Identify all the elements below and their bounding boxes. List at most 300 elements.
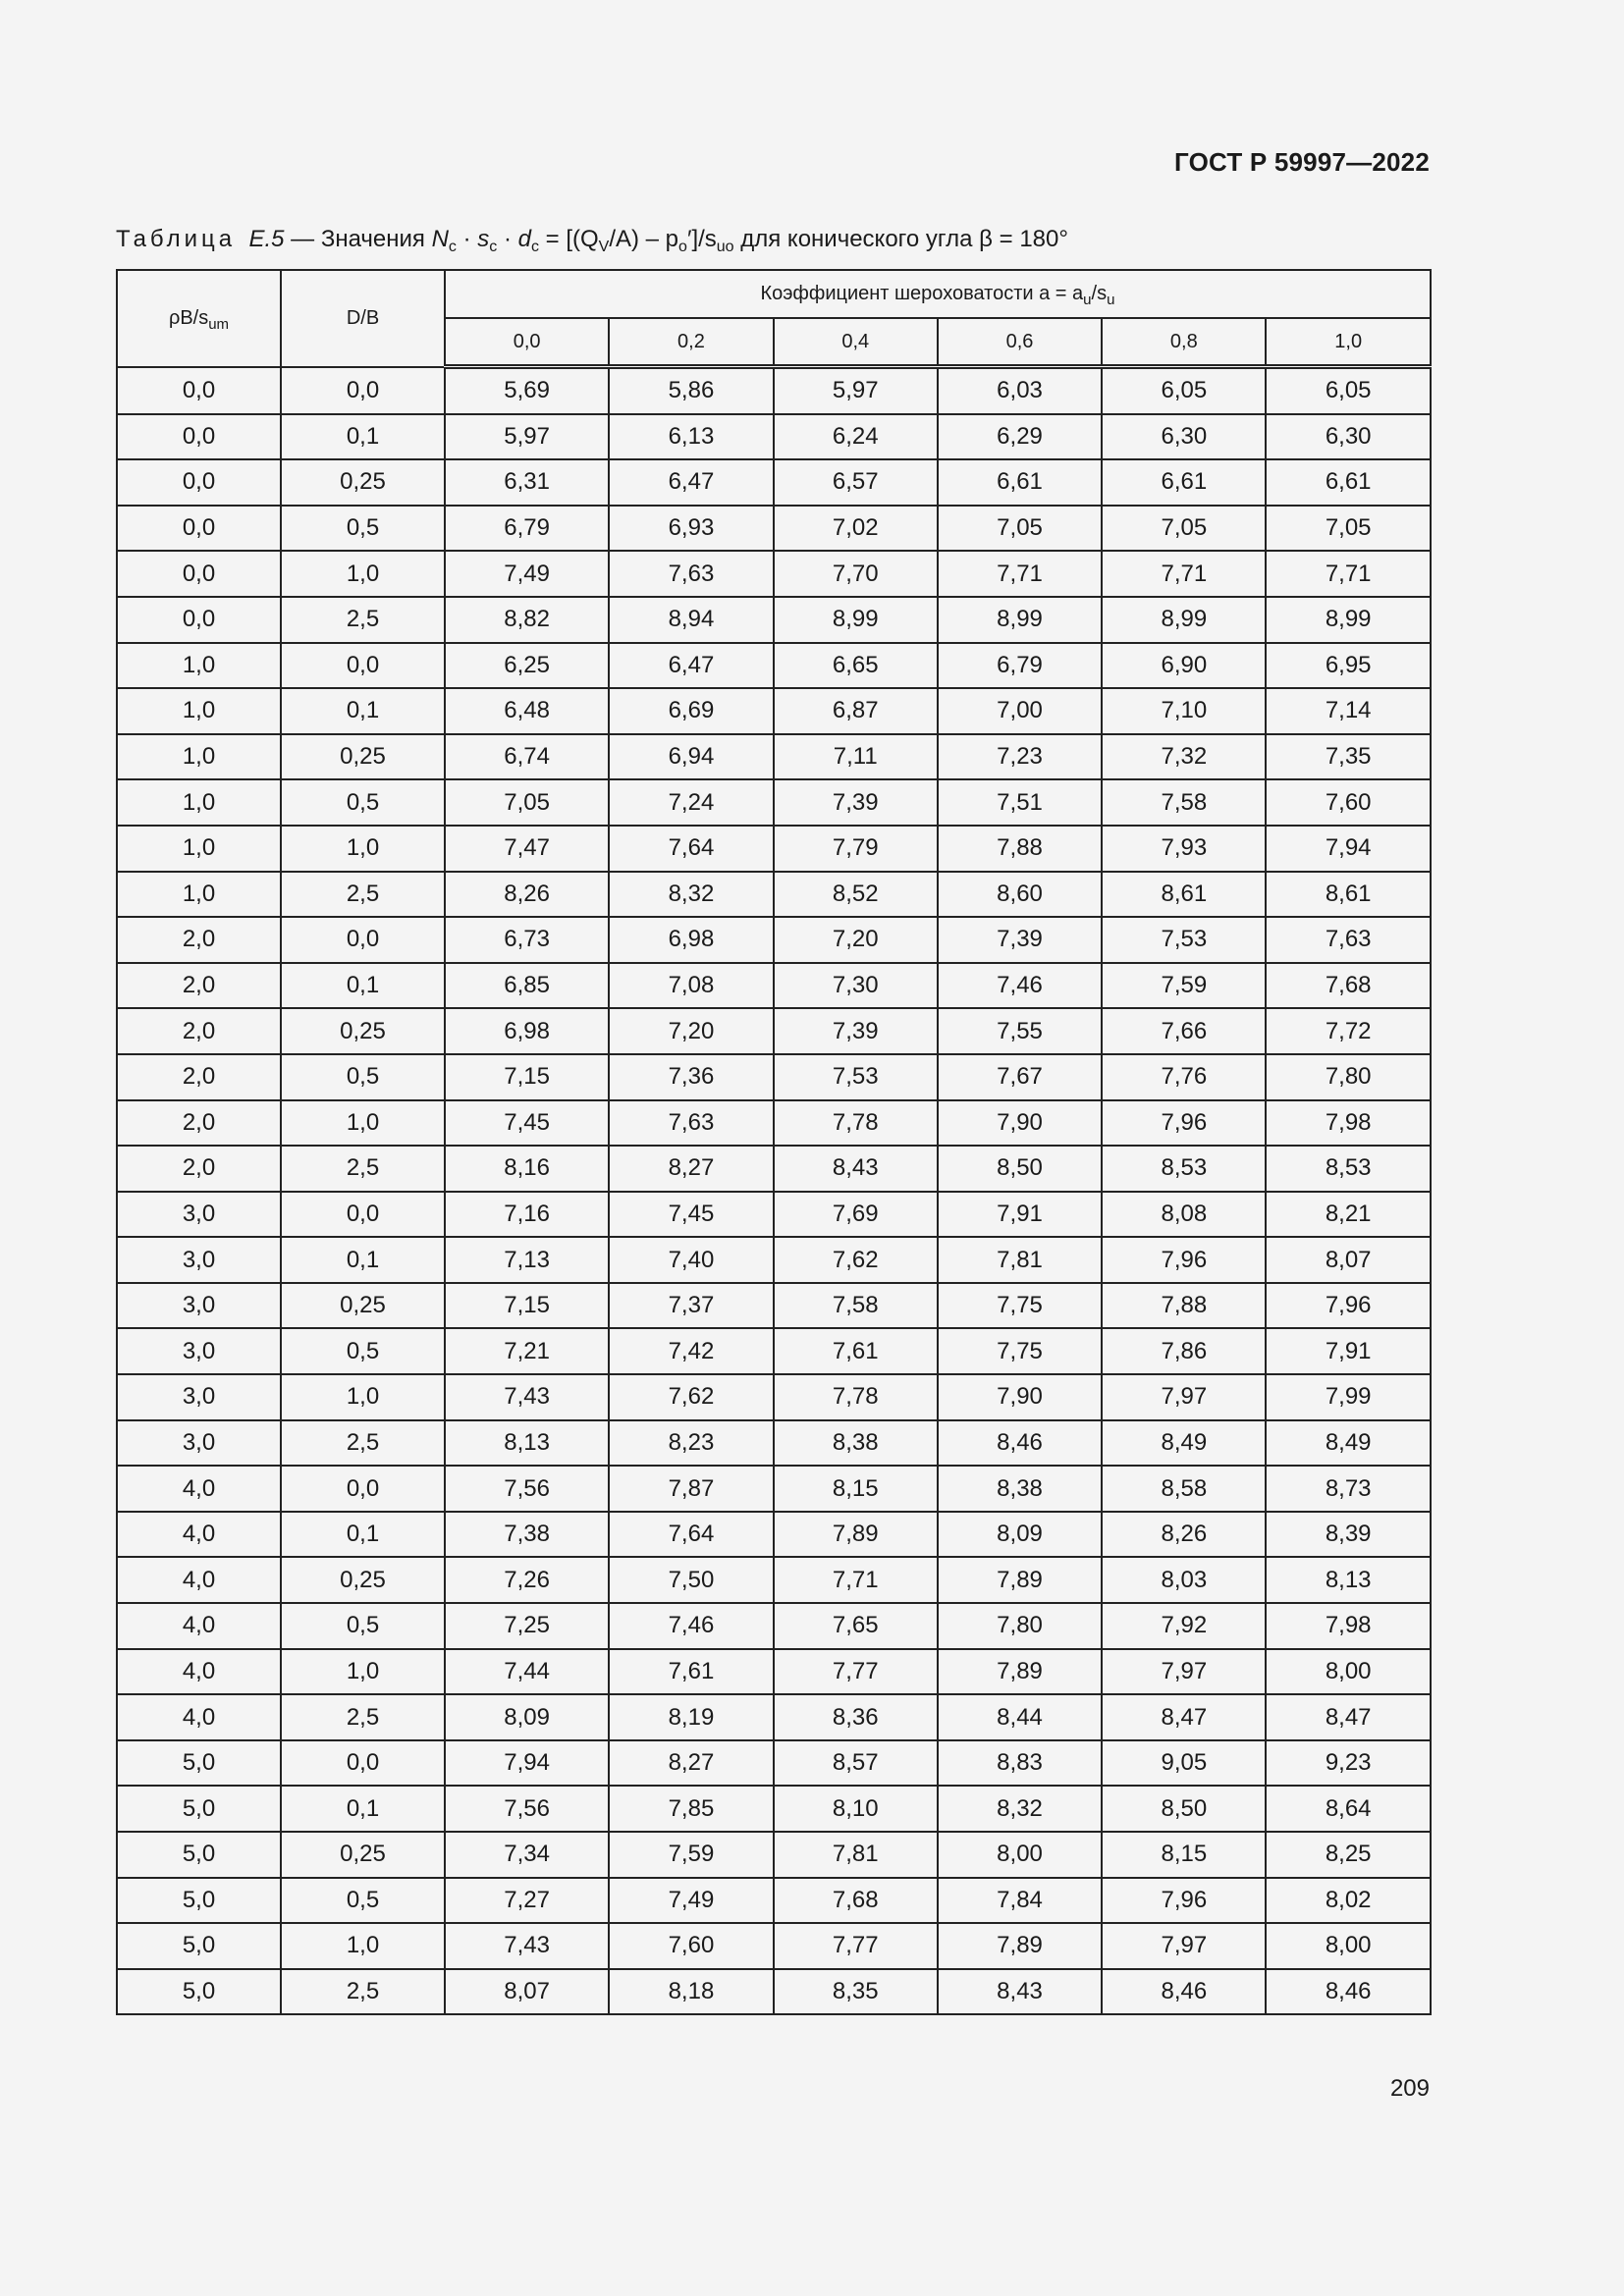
- cell-value: 5,97: [774, 367, 938, 414]
- cell-value: 8,27: [609, 1146, 773, 1192]
- cell-value: 6,87: [774, 688, 938, 734]
- cell-value: 7,70: [774, 551, 938, 597]
- table-row: [117, 1786, 1431, 1832]
- cell-value: 8,43: [938, 1969, 1102, 2015]
- cell-value: 7,97: [1102, 1649, 1266, 1695]
- cell-value: 7,56: [445, 1466, 609, 1512]
- table-row: [117, 1603, 1431, 1649]
- table-row: [117, 1923, 1431, 1969]
- cell-value: 7,89: [774, 1512, 938, 1558]
- cell-value: 7,75: [938, 1283, 1102, 1329]
- cell-value: 7,15: [445, 1283, 609, 1329]
- cell-value: 6,05: [1266, 367, 1430, 414]
- cell-value: 7,77: [774, 1923, 938, 1969]
- cell-value: 8,53: [1102, 1146, 1266, 1192]
- cell-value: 7,64: [609, 1512, 773, 1558]
- cell-value: 7,85: [609, 1786, 773, 1832]
- cell-value: 8,99: [938, 597, 1102, 643]
- cell-d-b: 2,5: [281, 1420, 445, 1467]
- header-rho-b-s: $\rho B/s_{um}$: [117, 270, 281, 367]
- cell-value: 7,79: [774, 826, 938, 872]
- cell-value: 7,92: [1102, 1603, 1266, 1649]
- cell-d-b: 0,0: [281, 1466, 445, 1512]
- cell-value: 6,98: [445, 1008, 609, 1054]
- cell-rho-b-s: 3,0: [117, 1283, 281, 1329]
- table-row: [117, 1740, 1431, 1787]
- cell-value: 7,23: [938, 734, 1102, 780]
- cell-value: 8,13: [1266, 1557, 1430, 1603]
- cell-value: 7,96: [1102, 1100, 1266, 1147]
- cell-value: 7,05: [1102, 506, 1266, 552]
- cell-d-b: 0,0: [281, 917, 445, 963]
- cell-value: 7,63: [609, 551, 773, 597]
- cell-value: 7,78: [774, 1374, 938, 1420]
- cell-rho-b-s: 4,0: [117, 1466, 281, 1512]
- cell-value: 8,46: [938, 1420, 1102, 1467]
- cell-value: 7,71: [774, 1557, 938, 1603]
- cell-value: 7,21: [445, 1328, 609, 1374]
- cell-value: 7,45: [445, 1100, 609, 1147]
- cell-d-b: 1,0: [281, 1374, 445, 1420]
- cell-value: 8,09: [445, 1694, 609, 1740]
- cell-value: 7,25: [445, 1603, 609, 1649]
- cell-value: 7,86: [1102, 1328, 1266, 1374]
- cell-value: 7,14: [1266, 688, 1430, 734]
- cell-value: 8,10: [774, 1786, 938, 1832]
- cell-rho-b-s: 5,0: [117, 1878, 281, 1924]
- cell-d-b: 2,5: [281, 597, 445, 643]
- cell-value: 7,44: [445, 1649, 609, 1695]
- cell-rho-b-s: 4,0: [117, 1557, 281, 1603]
- cell-rho-b-s: 0,0: [117, 414, 281, 460]
- data-table: [116, 269, 1432, 2015]
- cell-value: 7,89: [938, 1557, 1102, 1603]
- cell-d-b: 0,1: [281, 1512, 445, 1558]
- cell-value: 7,05: [938, 506, 1102, 552]
- cell-value: 8,09: [938, 1512, 1102, 1558]
- table-row: [117, 414, 1431, 460]
- cell-d-b: 2,5: [281, 1694, 445, 1740]
- formula-part: ′]/s: [686, 226, 717, 252]
- cell-value: 7,08: [609, 963, 773, 1009]
- cell-d-b: 0,1: [281, 963, 445, 1009]
- table-row: [117, 779, 1431, 826]
- cell-d-b: 0,1: [281, 688, 445, 734]
- cell-value: 7,69: [774, 1192, 938, 1238]
- cell-value: 7,34: [445, 1832, 609, 1878]
- cell-value: 8,00: [938, 1832, 1102, 1878]
- header-d-b: D/B: [281, 270, 445, 367]
- header-roughness-value: 0,2: [609, 318, 773, 367]
- cell-value: 8,16: [445, 1146, 609, 1192]
- cell-value: 7,81: [938, 1237, 1102, 1283]
- table-row: [117, 1466, 1431, 1512]
- cell-value: 6,61: [1102, 459, 1266, 506]
- cell-value: 9,05: [1102, 1740, 1266, 1787]
- cell-rho-b-s: 5,0: [117, 1786, 281, 1832]
- cell-d-b: 0,5: [281, 779, 445, 826]
- formula-sub: uo: [716, 239, 734, 255]
- caption-prefix: — Значения: [291, 226, 425, 252]
- cell-value: 8,99: [1102, 597, 1266, 643]
- cell-value: 7,40: [609, 1237, 773, 1283]
- cell-d-b: 0,0: [281, 1192, 445, 1238]
- cell-d-b: 2,5: [281, 872, 445, 918]
- cell-rho-b-s: 0,0: [117, 597, 281, 643]
- cell-value: 7,60: [609, 1923, 773, 1969]
- cell-value: 7,26: [445, 1557, 609, 1603]
- cell-rho-b-s: 1,0: [117, 872, 281, 918]
- cell-value: 7,97: [1102, 1374, 1266, 1420]
- document-id: ГОСТ Р 59997—2022: [1174, 147, 1430, 177]
- table-row: [117, 1054, 1431, 1100]
- table-row: [117, 643, 1431, 689]
- cell-value: 7,65: [774, 1603, 938, 1649]
- cell-value: 8,73: [1266, 1466, 1430, 1512]
- cell-value: 7,84: [938, 1878, 1102, 1924]
- cell-rho-b-s: 3,0: [117, 1192, 281, 1238]
- cell-value: 7,36: [609, 1054, 773, 1100]
- cell-value: 6,03: [938, 367, 1102, 414]
- cell-value: 6,25: [445, 643, 609, 689]
- cell-value: 7,45: [609, 1192, 773, 1238]
- cell-value: 7,20: [774, 917, 938, 963]
- formula-part: ·: [503, 226, 512, 252]
- cell-value: 8,61: [1266, 872, 1430, 918]
- cell-rho-b-s: 4,0: [117, 1603, 281, 1649]
- cell-value: 6,95: [1266, 643, 1430, 689]
- cell-value: 7,68: [774, 1878, 938, 1924]
- cell-rho-b-s: 5,0: [117, 1740, 281, 1787]
- cell-value: 6,98: [609, 917, 773, 963]
- table-row: [117, 872, 1431, 918]
- cell-value: 7,15: [445, 1054, 609, 1100]
- cell-value: 7,89: [938, 1649, 1102, 1695]
- cell-d-b: 0,1: [281, 1786, 445, 1832]
- table-row: [117, 1420, 1431, 1467]
- cell-value: 8,99: [774, 597, 938, 643]
- cell-value: 7,87: [609, 1466, 773, 1512]
- formula-sub: V: [598, 239, 610, 255]
- cell-value: 6,29: [938, 414, 1102, 460]
- cell-value: 7,71: [1102, 551, 1266, 597]
- cell-rho-b-s: 4,0: [117, 1694, 281, 1740]
- cell-value: 8,57: [774, 1740, 938, 1787]
- cell-value: 7,62: [609, 1374, 773, 1420]
- table-row: [117, 551, 1431, 597]
- cell-value: 7,61: [609, 1649, 773, 1695]
- cell-value: 7,64: [609, 826, 773, 872]
- cell-d-b: 1,0: [281, 1649, 445, 1695]
- caption-suffix: для конического угла β = 180°: [740, 226, 1068, 252]
- page-number: 209: [1389, 2075, 1430, 2102]
- cell-value: 6,30: [1266, 414, 1430, 460]
- cell-value: 7,63: [1266, 917, 1430, 963]
- cell-value: 8,35: [774, 1969, 938, 2015]
- cell-value: 7,94: [1266, 826, 1430, 872]
- cell-d-b: 0,25: [281, 1008, 445, 1054]
- cell-value: 6,47: [609, 459, 773, 506]
- cell-value: 6,93: [609, 506, 773, 552]
- cell-value: 6,94: [609, 734, 773, 780]
- cell-value: 8,83: [938, 1740, 1102, 1787]
- cell-d-b: 0,5: [281, 1328, 445, 1374]
- cell-value: 7,05: [445, 779, 609, 826]
- cell-rho-b-s: 1,0: [117, 643, 281, 689]
- formula-part: = [(Q: [545, 226, 599, 252]
- cell-value: 7,38: [445, 1512, 609, 1558]
- cell-value: 8,23: [609, 1420, 773, 1467]
- cell-value: 7,46: [938, 963, 1102, 1009]
- cell-value: 8,26: [445, 872, 609, 918]
- cell-value: 7,53: [774, 1054, 938, 1100]
- cell-value: 7,47: [445, 826, 609, 872]
- cell-d-b: 2,5: [281, 1969, 445, 2015]
- cell-value: 7,10: [1102, 688, 1266, 734]
- cell-rho-b-s: 3,0: [117, 1374, 281, 1420]
- cell-value: 8,38: [774, 1420, 938, 1467]
- formula-part: s: [477, 226, 490, 252]
- cell-value: 8,47: [1266, 1694, 1430, 1740]
- table-row: [117, 963, 1431, 1009]
- cell-value: 7,63: [609, 1100, 773, 1147]
- table-caption: [116, 226, 1068, 253]
- cell-value: 7,60: [1266, 779, 1430, 826]
- header-roughness-value: 0,0: [445, 318, 609, 367]
- formula-sub: c: [530, 239, 539, 255]
- cell-value: 7,35: [1266, 734, 1430, 780]
- cell-rho-b-s: 2,0: [117, 917, 281, 963]
- cell-d-b: 0,25: [281, 1557, 445, 1603]
- cell-value: 8,19: [609, 1694, 773, 1740]
- caption-number: E.5: [248, 226, 285, 252]
- cell-value: 6,57: [774, 459, 938, 506]
- cell-rho-b-s: 1,0: [117, 688, 281, 734]
- cell-value: 7,50: [609, 1557, 773, 1603]
- table-row: [117, 734, 1431, 780]
- cell-value: 7,99: [1266, 1374, 1430, 1420]
- cell-value: 7,91: [1266, 1328, 1430, 1374]
- cell-rho-b-s: 0,0: [117, 506, 281, 552]
- cell-value: 7,27: [445, 1878, 609, 1924]
- cell-value: 7,98: [1266, 1100, 1430, 1147]
- cell-value: 7,78: [774, 1100, 938, 1147]
- cell-d-b: 0,1: [281, 414, 445, 460]
- cell-value: 7,58: [1102, 779, 1266, 826]
- cell-value: 7,39: [774, 1008, 938, 1054]
- table-row: [117, 367, 1431, 414]
- cell-rho-b-s: 5,0: [117, 1832, 281, 1878]
- cell-value: 8,00: [1266, 1923, 1430, 1969]
- cell-value: 8,49: [1102, 1420, 1266, 1467]
- cell-value: 8,50: [1102, 1786, 1266, 1832]
- cell-value: 8,60: [938, 872, 1102, 918]
- cell-d-b: 0,0: [281, 1740, 445, 1787]
- formula-part: ·: [462, 226, 471, 252]
- table-row: [117, 1649, 1431, 1695]
- cell-rho-b-s: 2,0: [117, 1146, 281, 1192]
- cell-value: 5,69: [445, 367, 609, 414]
- header-roughness-value: 0,4: [774, 318, 938, 367]
- cell-d-b: 0,5: [281, 506, 445, 552]
- cell-rho-b-s: 1,0: [117, 826, 281, 872]
- cell-value: 6,69: [609, 688, 773, 734]
- table-row: [117, 459, 1431, 506]
- cell-value: 7,51: [938, 779, 1102, 826]
- table-row: [117, 1694, 1431, 1740]
- cell-d-b: 0,5: [281, 1878, 445, 1924]
- cell-value: 8,82: [445, 597, 609, 643]
- cell-value: 8,53: [1266, 1146, 1430, 1192]
- cell-value: 6,30: [1102, 414, 1266, 460]
- cell-d-b: 0,5: [281, 1054, 445, 1100]
- table-row: [117, 1512, 1431, 1558]
- cell-d-b: 1,0: [281, 1923, 445, 1969]
- cell-value: 8,52: [774, 872, 938, 918]
- cell-value: 6,74: [445, 734, 609, 780]
- cell-value: 7,53: [1102, 917, 1266, 963]
- cell-rho-b-s: 5,0: [117, 1969, 281, 2015]
- table-row: [117, 1878, 1431, 1924]
- cell-value: 7,88: [938, 826, 1102, 872]
- cell-value: 8,00: [1266, 1649, 1430, 1695]
- cell-value: 8,21: [1266, 1192, 1430, 1238]
- table-row: [117, 688, 1431, 734]
- cell-value: 7,20: [609, 1008, 773, 1054]
- cell-d-b: 0,25: [281, 1283, 445, 1329]
- cell-value: 8,64: [1266, 1786, 1430, 1832]
- cell-value: 9,23: [1266, 1740, 1430, 1787]
- cell-value: 7,43: [445, 1374, 609, 1420]
- cell-value: 7,32: [1102, 734, 1266, 780]
- cell-value: 8,03: [1102, 1557, 1266, 1603]
- cell-value: 7,88: [1102, 1283, 1266, 1329]
- cell-value: 8,02: [1266, 1878, 1430, 1924]
- cell-value: 7,42: [609, 1328, 773, 1374]
- cell-value: 7,56: [445, 1786, 609, 1832]
- cell-value: 6,31: [445, 459, 609, 506]
- cell-rho-b-s: 2,0: [117, 1008, 281, 1054]
- cell-value: 8,46: [1266, 1969, 1430, 2015]
- cell-value: 8,13: [445, 1420, 609, 1467]
- cell-value: 7,49: [445, 551, 609, 597]
- cell-value: 7,37: [609, 1283, 773, 1329]
- cell-value: 7,62: [774, 1237, 938, 1283]
- cell-value: 8,94: [609, 597, 773, 643]
- formula-sub: o: [678, 239, 687, 255]
- cell-value: 7,46: [609, 1603, 773, 1649]
- cell-value: 8,38: [938, 1466, 1102, 1512]
- cell-value: 6,47: [609, 643, 773, 689]
- cell-d-b: 1,0: [281, 826, 445, 872]
- cell-value: 7,80: [938, 1603, 1102, 1649]
- cell-value: 7,49: [609, 1878, 773, 1924]
- cell-value: 8,15: [1102, 1832, 1266, 1878]
- cell-value: 7,67: [938, 1054, 1102, 1100]
- cell-d-b: 2,5: [281, 1146, 445, 1192]
- table-row: [117, 1832, 1431, 1878]
- cell-value: 7,96: [1102, 1237, 1266, 1283]
- cell-value: 8,36: [774, 1694, 938, 1740]
- cell-value: 7,71: [1266, 551, 1430, 597]
- cell-value: 7,80: [1266, 1054, 1430, 1100]
- cell-value: 7,90: [938, 1100, 1102, 1147]
- cell-rho-b-s: 2,0: [117, 1054, 281, 1100]
- cell-value: 6,73: [445, 917, 609, 963]
- cell-value: 6,24: [774, 414, 938, 460]
- cell-value: 6,90: [1102, 643, 1266, 689]
- cell-value: 5,86: [609, 367, 773, 414]
- cell-value: 7,96: [1102, 1878, 1266, 1924]
- header-roughness-value: 0,6: [938, 318, 1102, 367]
- cell-d-b: 0,5: [281, 1603, 445, 1649]
- table-row: [117, 1192, 1431, 1238]
- table-row: [117, 1374, 1431, 1420]
- cell-value: 7,89: [938, 1923, 1102, 1969]
- table-row: [117, 1008, 1431, 1054]
- header-roughness-value: 1,0: [1266, 318, 1430, 367]
- cell-value: 6,61: [1266, 459, 1430, 506]
- table-row: [117, 506, 1431, 552]
- cell-value: 7,96: [1266, 1283, 1430, 1329]
- cell-d-b: 0,1: [281, 1237, 445, 1283]
- cell-value: 8,50: [938, 1146, 1102, 1192]
- cell-value: 8,26: [1102, 1512, 1266, 1558]
- cell-value: 7,97: [1102, 1923, 1266, 1969]
- cell-value: 6,79: [938, 643, 1102, 689]
- cell-rho-b-s: 4,0: [117, 1512, 281, 1558]
- cell-value: 7,59: [1102, 963, 1266, 1009]
- cell-rho-b-s: 0,0: [117, 367, 281, 414]
- cell-d-b: 0,0: [281, 367, 445, 414]
- cell-value: 6,48: [445, 688, 609, 734]
- cell-rho-b-s: 0,0: [117, 551, 281, 597]
- table-row: [117, 1237, 1431, 1283]
- cell-value: 6,13: [609, 414, 773, 460]
- cell-value: 8,27: [609, 1740, 773, 1787]
- cell-value: 7,61: [774, 1328, 938, 1374]
- formula-part: /A) – p: [609, 226, 679, 252]
- cell-value: 8,15: [774, 1466, 938, 1512]
- cell-value: 7,75: [938, 1328, 1102, 1374]
- cell-value: 7,02: [774, 506, 938, 552]
- header-roughness-group: Коэффициент шероховатости $a = a_u/s_u$: [445, 270, 1431, 318]
- cell-rho-b-s: 1,0: [117, 779, 281, 826]
- cell-rho-b-s: 2,0: [117, 1100, 281, 1147]
- cell-value: 6,05: [1102, 367, 1266, 414]
- cell-value: 8,18: [609, 1969, 773, 2015]
- cell-value: 7,39: [938, 917, 1102, 963]
- cell-value: 7,77: [774, 1649, 938, 1695]
- cell-value: 8,32: [938, 1786, 1102, 1832]
- table-row: [117, 1283, 1431, 1329]
- cell-value: 8,58: [1102, 1466, 1266, 1512]
- cell-d-b: 1,0: [281, 551, 445, 597]
- cell-value: 6,79: [445, 506, 609, 552]
- cell-value: 6,85: [445, 963, 609, 1009]
- cell-value: 8,07: [1266, 1237, 1430, 1283]
- cell-value: 7,98: [1266, 1603, 1430, 1649]
- cell-rho-b-s: 4,0: [117, 1649, 281, 1695]
- cell-value: 7,66: [1102, 1008, 1266, 1054]
- cell-value: 7,71: [938, 551, 1102, 597]
- cell-value: 8,99: [1266, 597, 1430, 643]
- cell-value: 7,24: [609, 779, 773, 826]
- header-roughness-value: 0,8: [1102, 318, 1266, 367]
- cell-rho-b-s: 3,0: [117, 1420, 281, 1467]
- cell-value: 7,00: [938, 688, 1102, 734]
- formula-part: N: [431, 226, 449, 252]
